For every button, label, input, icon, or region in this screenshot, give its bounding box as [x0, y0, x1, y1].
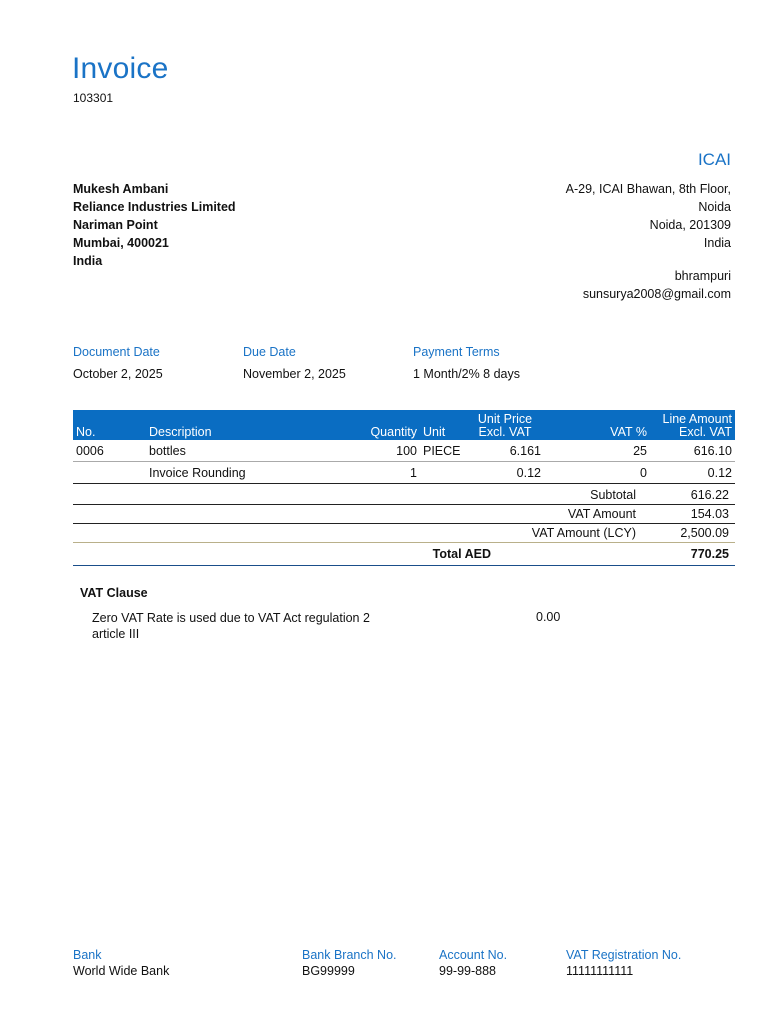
subtotal-value: 616.22 — [690, 488, 729, 502]
document-date-label: Document Date — [73, 345, 160, 359]
cell-unit-price: 0.12 — [466, 462, 544, 484]
vat-amount-value: 154.03 — [690, 507, 729, 521]
col-header-description: Description — [146, 410, 364, 440]
cell-description: Invoice Rounding — [146, 462, 364, 484]
total-label: Total AED — [432, 547, 491, 561]
due-date-label: Due Date — [243, 345, 296, 359]
account-label: Account No. — [439, 948, 508, 962]
due-date-value: November 2, 2025 — [243, 367, 346, 381]
bank-value: World Wide Bank — [73, 964, 170, 978]
vat-clause-amount: 0.00 — [536, 610, 561, 624]
vat-amount-label: VAT Amount — [567, 507, 636, 521]
vat-amount-row — [73, 505, 735, 524]
unit-price-line2: Excl. VAT — [478, 425, 532, 439]
customer-address — [73, 180, 236, 270]
invoice-title: Invoice — [72, 52, 169, 85]
customer-street: Nariman Point — [73, 218, 158, 232]
seller-country: India — [703, 236, 731, 250]
seller-street: A-29, ICAI Bhawan, 8th Floor, — [565, 182, 731, 196]
col-header-quantity: Quantity — [364, 410, 420, 440]
contact-email: sunsurya2008@gmail.com — [582, 287, 731, 301]
cell-quantity: 1 — [364, 462, 420, 484]
seller-contact — [583, 267, 731, 303]
vat-reg-label: VAT Registration No. — [566, 948, 682, 962]
cell-description: bottles — [146, 440, 364, 462]
payment-terms-label: Payment Terms — [413, 345, 500, 359]
col-header-vat: VAT % — [544, 410, 650, 440]
line-amount-line2: Excl. VAT — [678, 425, 732, 439]
unit-price-line1: Unit Price — [477, 412, 533, 426]
vat-lcy-label: VAT Amount (LCY) — [531, 526, 636, 540]
seller-city: Noida, 201309 — [649, 218, 731, 232]
customer-country: India — [73, 254, 103, 268]
customer-company: Reliance Industries Limited — [73, 200, 236, 214]
cell-amount: 616.10 — [650, 440, 735, 462]
cell-vat: 0 — [544, 462, 650, 484]
account-value: 99-99-888 — [439, 964, 496, 978]
line-amount-line1: Line Amount — [662, 412, 732, 426]
seller-address — [566, 180, 731, 252]
totals-block — [73, 486, 735, 566]
subtotal-label: Subtotal — [590, 488, 636, 502]
table-row — [73, 462, 735, 484]
document-date-value: October 2, 2025 — [73, 367, 163, 381]
bank-label: Bank — [73, 948, 102, 962]
cell-unit: PIECE — [420, 440, 466, 462]
cell-amount: 0.12 — [650, 462, 735, 484]
table-header-row — [73, 410, 735, 440]
vat-reg-value: 11111111111 — [566, 964, 634, 978]
col-header-no: No. — [73, 410, 146, 440]
vat-clause-title: VAT Clause — [80, 586, 148, 600]
col-header-unit: Unit — [420, 410, 466, 440]
cell-vat: 25 — [544, 440, 650, 462]
cell-no — [73, 462, 146, 484]
col-header-line-amount — [650, 410, 735, 440]
payment-terms-value: 1 Month/2% 8 days — [413, 367, 521, 381]
company-name: ICAI — [697, 150, 731, 169]
branch-label: Bank Branch No. — [302, 948, 397, 962]
total-value: 770.25 — [690, 547, 729, 561]
cell-quantity: 100 — [364, 440, 420, 462]
contact-name: bhrampuri — [674, 269, 731, 283]
col-header-unit-price — [466, 410, 544, 440]
invoice-number: 103301 — [73, 91, 114, 105]
total-row — [73, 543, 735, 566]
vat-lcy-value: 2,500.09 — [680, 526, 729, 540]
customer-city: Mumbai, 400021 — [73, 236, 169, 250]
table-row — [73, 440, 735, 462]
vat-clause-text: Zero VAT Rate is used due to VAT Act regulation 2 article III — [92, 611, 370, 641]
subtotal-row — [73, 486, 735, 505]
cell-unit-price: 6.161 — [466, 440, 544, 462]
seller-area: Noida — [698, 200, 731, 214]
invoice-lines-table — [73, 410, 735, 484]
cell-no: 0006 — [73, 440, 146, 462]
customer-name: Mukesh Ambani — [73, 182, 169, 196]
cell-unit — [420, 462, 466, 484]
vat-lcy-row — [73, 524, 735, 543]
branch-value: BG99999 — [302, 964, 355, 978]
